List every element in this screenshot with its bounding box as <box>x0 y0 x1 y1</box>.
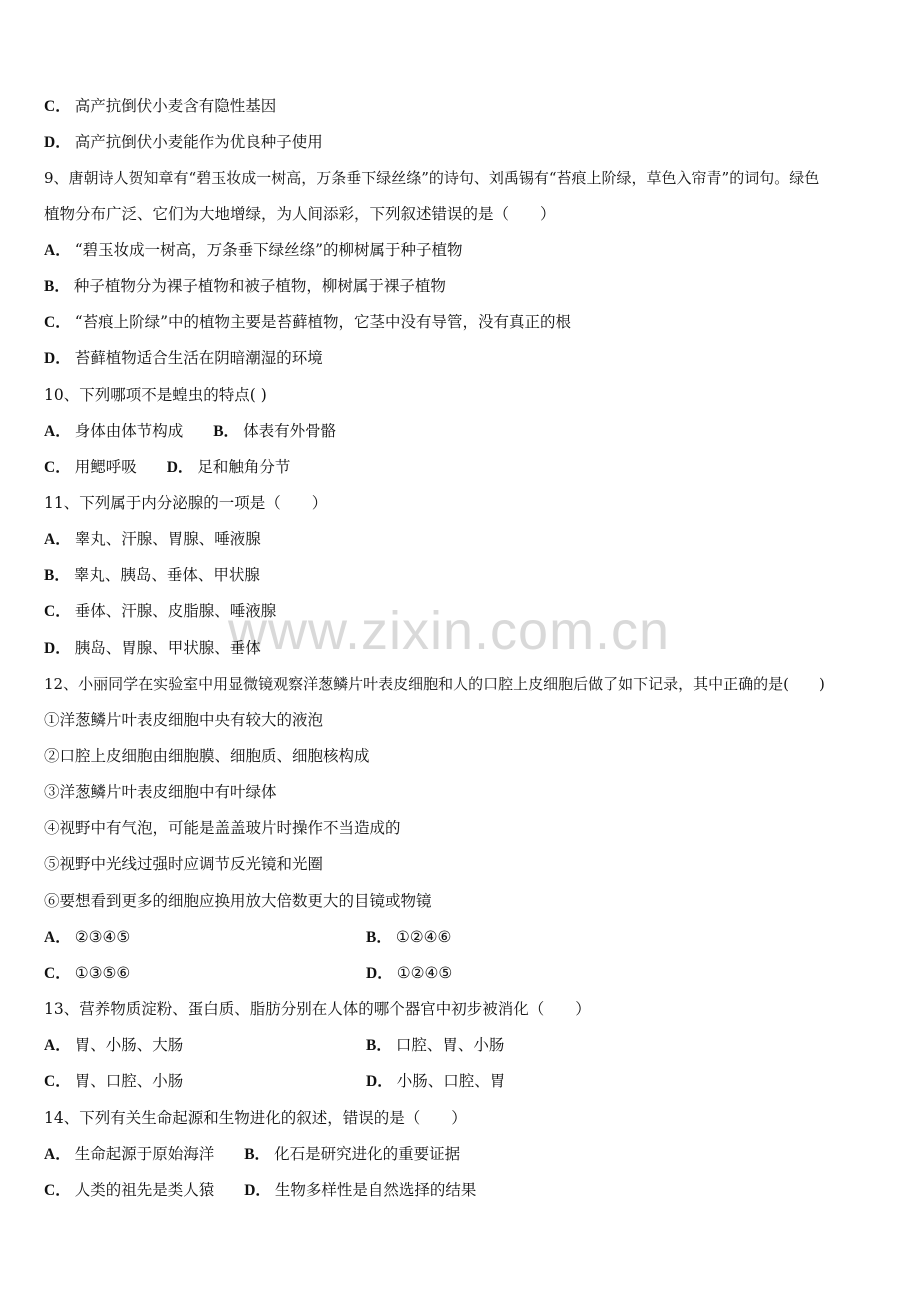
option-label: D． <box>366 965 393 982</box>
q12-item-2: ②口腔上皮细胞由细胞膜、细胞质、细胞核构成 <box>44 747 370 765</box>
q13-stem: 13、营养物质淀粉、蛋白质、脂肪分别在人体的哪个器官中初步被消化（ ） <box>44 1000 591 1018</box>
option-text: 生物多样性是自然选择的结果 <box>274 1181 477 1199</box>
option-label: B． <box>213 423 240 440</box>
option-text: 高产抗倒伏小麦含有隐性基因 <box>74 97 277 115</box>
q12-item-3: ③洋葱鳞片叶表皮细胞中有叶绿体 <box>44 783 277 801</box>
option-label: A． <box>44 1146 71 1163</box>
option-text: 口腔、胃、小肠 <box>395 1036 505 1054</box>
option-text: 化石是研究进化的重要证据 <box>274 1145 461 1163</box>
option-label: C． <box>44 1182 71 1199</box>
q13-option-a <box>44 1034 183 1057</box>
q11-option-a <box>44 528 261 551</box>
option-label: C． <box>44 459 71 476</box>
q11-option-c <box>44 600 276 623</box>
option-text: 身体由体节构成 <box>74 422 184 440</box>
option-text: 体表有外骨骼 <box>243 422 337 440</box>
q13-option-c <box>44 1070 183 1093</box>
q12-option-a <box>44 926 130 949</box>
q12-option-d <box>366 962 452 985</box>
watermark: www.zixin.com.cn <box>228 601 671 661</box>
option-text: 垂体、汗腺、皮脂腺、唾液腺 <box>74 602 277 620</box>
option-text: 小肠、口腔、胃 <box>396 1072 506 1090</box>
q9-option-c <box>44 311 571 334</box>
q14-options-ab <box>44 1143 460 1166</box>
option-label: D． <box>44 640 71 657</box>
option-label: D． <box>244 1182 271 1199</box>
option-label: A． <box>44 531 71 548</box>
option-text: 种子植物分为裸子植物和被子植物，柳树属于裸子植物 <box>73 277 446 295</box>
q12-option-b <box>366 926 451 949</box>
option-text: 用鳃呼吸 <box>74 458 137 476</box>
q12-item-4: ④视野中有气泡，可能是盖盖玻片时操作不当造成的 <box>44 819 401 837</box>
option-text: 胰岛、胃腺、甲状腺、垂体 <box>74 639 261 657</box>
option-label: C． <box>44 314 71 331</box>
q10-options-cd <box>44 456 290 479</box>
q9-stem-line1: 9、唐朝诗人贺知章有“碧玉妆成一树高，万条垂下绿丝绦”的诗句、刘禹锡有“苔痕上阶绿，草色入帘青”的词句。绿色 <box>44 169 820 187</box>
option-label: B． <box>366 929 392 946</box>
option-label: C． <box>44 1073 71 1090</box>
option-label: A． <box>44 423 71 440</box>
option-text: ①②④⑥ <box>395 928 452 946</box>
option-text: 足和触角分节 <box>197 458 291 476</box>
option-label: C． <box>44 603 71 620</box>
option-text: 睾丸、胰岛、垂体、甲状腺 <box>73 566 260 584</box>
option-label: A． <box>44 929 71 946</box>
q14-stem: 14、下列有关生命起源和生物进化的叙述，错误的是（ ） <box>44 1109 467 1127</box>
option-text: 苔藓植物适合生活在阴暗潮湿的环境 <box>74 349 323 367</box>
q12-stem: 12、小丽同学在实验室中用显微镜观察洋葱鳞片叶表皮细胞和人的口腔上皮细胞后做了如下记录，其中正确的是( ) <box>44 675 825 693</box>
option-text: 睾丸、汗腺、胃腺、唾液腺 <box>74 530 261 548</box>
option-label: D． <box>44 134 71 151</box>
q14-options-cd <box>44 1179 476 1202</box>
q12-item-5: ⑤视野中光线过强时应调节反光镜和光圈 <box>44 855 324 873</box>
option-label: D． <box>44 350 71 367</box>
option-label: A． <box>44 1037 71 1054</box>
q11-option-d <box>44 637 261 660</box>
q13-option-d <box>366 1070 505 1093</box>
q11-stem: 11、下列属于内分泌腺的一项是（ ） <box>44 494 328 512</box>
q9-stem-line2: 植物分布广泛、它们为大地增绿，为人间添彩，下列叙述错误的是（ ） <box>44 205 556 223</box>
q10-stem: 10、下列哪项不是蝗虫的特点( ) <box>44 386 267 404</box>
option-text: 人类的祖先是类人猿 <box>74 1181 215 1199</box>
q9-option-a <box>44 239 463 262</box>
option-label: B． <box>44 278 70 295</box>
option-label: D． <box>166 459 194 476</box>
q12-item-1: ①洋葱鳞片叶表皮细胞中央有较大的液泡 <box>44 711 324 729</box>
option-text: ②③④⑤ <box>74 928 131 946</box>
option-text: “碧玉妆成一树高，万条垂下绿丝绦”的柳树属于种子植物 <box>74 241 463 259</box>
q8-option-c <box>44 95 276 118</box>
q11-option-b <box>44 564 260 587</box>
option-label: B． <box>44 567 70 584</box>
option-label: A． <box>44 242 71 259</box>
option-label: C． <box>44 98 71 115</box>
option-text: “苔痕上阶绿”中的植物主要是苔藓植物，它茎中没有导管，没有真正的根 <box>74 313 572 331</box>
option-text: ①②④⑤ <box>396 964 453 982</box>
q12-option-c <box>44 962 130 985</box>
option-label: C． <box>44 965 71 982</box>
option-label: B． <box>244 1146 271 1163</box>
option-label: B． <box>366 1037 392 1054</box>
q8-option-d <box>44 131 323 154</box>
q13-option-b <box>366 1034 504 1057</box>
q10-options-ab <box>44 420 336 443</box>
q12-item-6: ⑥要想看到更多的细胞应换用放大倍数更大的目镜或物镜 <box>44 892 432 910</box>
q9-option-b <box>44 275 446 298</box>
option-text: 胃、口腔、小肠 <box>74 1072 184 1090</box>
option-text: 生命起源于原始海洋 <box>74 1145 215 1163</box>
option-text: ①③⑤⑥ <box>74 964 131 982</box>
option-label: D． <box>366 1073 393 1090</box>
option-text: 高产抗倒伏小麦能作为优良种子使用 <box>74 133 323 151</box>
option-text: 胃、小肠、大肠 <box>74 1036 184 1054</box>
q9-option-d <box>44 347 323 370</box>
